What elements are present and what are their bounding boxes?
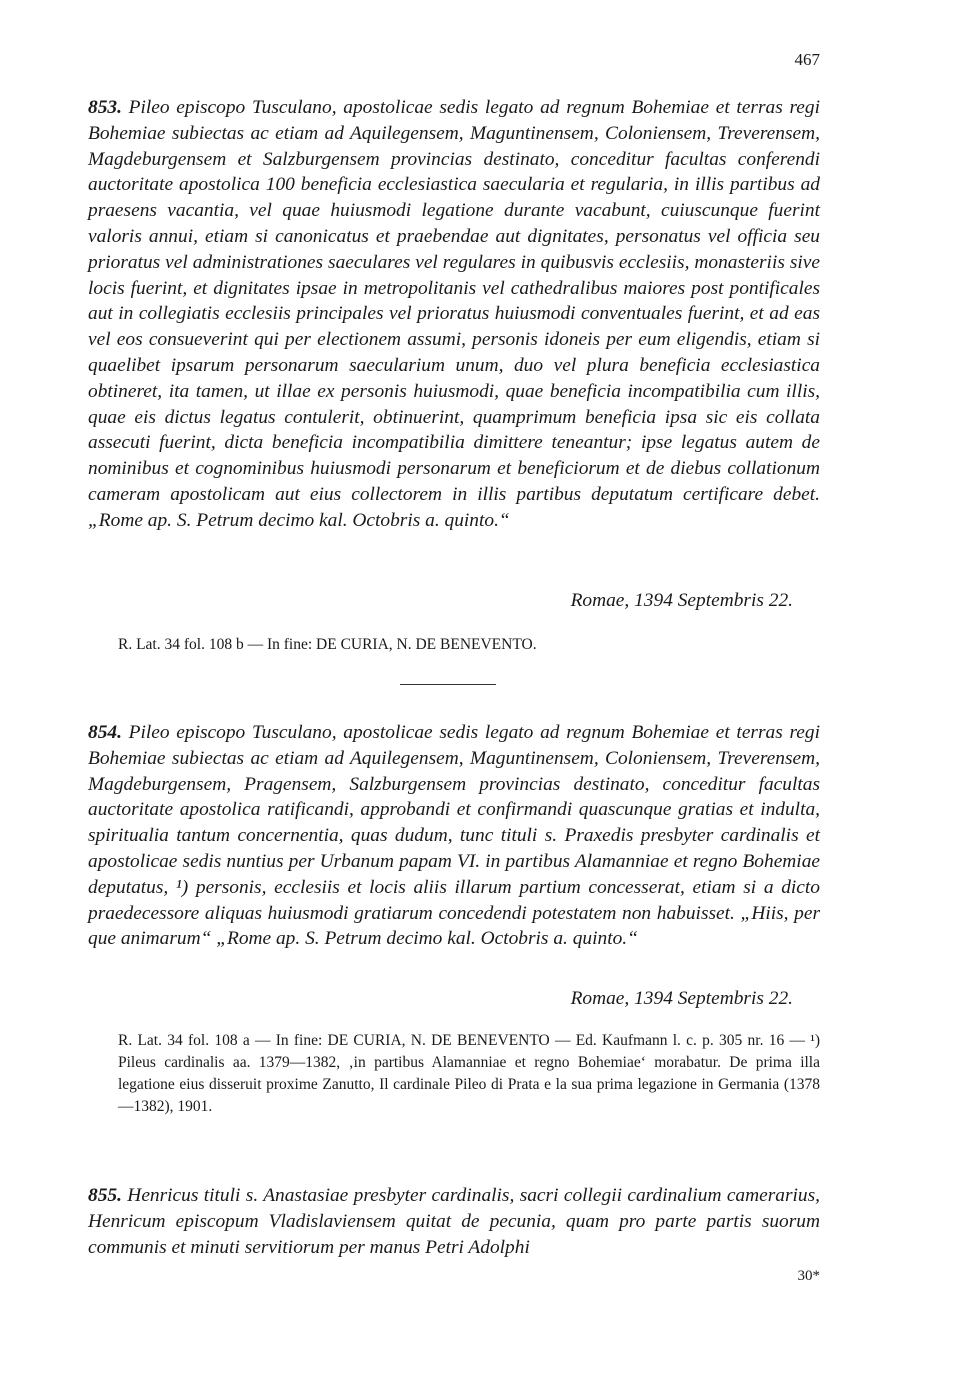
signature-mark: 30* [797, 1268, 820, 1284]
entry-number: 855. [88, 1185, 122, 1206]
entry-855 [88, 1183, 820, 1260]
entry-854 [88, 720, 820, 952]
entry-text: Henricus tituli s. Anastasiae presbyter cardinalis, sacri collegii cardinalium camerarius, Henricum episcopum Vladislaviensem quitat de pecunia, quam pro parte partis suorum communis et minuti servitiorum per manus Petri Adolphi [88, 1185, 820, 1258]
page-number: 467 [794, 50, 820, 69]
entry-854-note: R. Lat. 34 fol. 108 a — In fine: DE CURIA, N. DE BENEVENTO — Ed. Kaufmann l. c. p. 305 nr. 16 — ¹) Pileus cardinalis aa. 1379—1382, ‚in partibus Alamanniae et regno Bohemiae‘ morabatur. De prima illa legatione eius disseruit proxime Zanutto, Il cardinale Pileo di Prata e la sua prima legazione in Germania (1378—1382), 1901. [118, 1032, 820, 1115]
entry-text: Pileo episcopo Tusculano, apostolicae sedis legato ad regnum Bohemiae et terras regi Bohemiae subiectas ac etiam ad Aquilegensem, Maguntinensem, Coloniensem, Treverensem, Magdeburgensem, Pragensem, Salzburgensem provincias destinato, conceditur facultas auctoritate apostolica ratificandi, approbandi et confirmandi quascunque gratias et indulta, spiritualia tantum concernentia, quas dudum, tunc tituli s. Praxedis presbyter cardinalis et apostolicae sedis nuntius per Urbanum papam VI. in partibus Alamanniae et regno Bohemiae deputatus, ¹) personis, ecclesiis et locis aliis illarum partium concesserat, etiam si a dicto praedecessore aliquas huiusmodi gratiarum concedendi potestatem non habuisset. „Hiis, per que animarum“ „Rome ap. S. Petrum decimo kal. Octobris a. quinto.“ [88, 722, 820, 950]
entry-854-place-date: Romae, 1394 Septembris 22. [570, 988, 793, 1009]
entry-number: 854. [88, 722, 122, 743]
entry-853 [88, 95, 820, 534]
document-page [88, 0, 820, 1377]
entry-853-note: R. Lat. 34 fol. 108 b — In fine: DE CURIA, N. DE BENEVENTO. [118, 636, 537, 653]
section-divider [400, 684, 496, 685]
entry-text: Pileo episcopo Tusculano, apostolicae sedis legato ad regnum Bohemiae et terras regi Bohemiae subiectas ac etiam ad Aquilegensem, Maguntinensem, Coloniensem, Treverensem, Magdeburgensem et Salzburgensem provincias destinato, conceditur facultas conferendi auctoritate apostolica 100 beneficia ecclesiastica saecularia et regularia, in illis partibus ad praesens vacantia, vel quae huiusmodi legatione durante vacabunt, cuiuscunque fuerint valoris annui, etiam si canonicatus et praebendae aut dignitates, personatus vel officia seu prioratus vel administrationes saeculares vel regulares in quibusvis ecclesiis, monasteriis sive locis fuerint, et dignitates ipsae in metropolitanis vel cathedralibus maiores post pontificales aut in collegiatis ecclesiis principales vel prioratus huiusmodi conventuales fuerint, et ad eas vel eos consueverint qui per electionem assumi, personis idoneis per eum eligendis, etiam si quaelibet ipsarum personarum saecularium unum, duo vel plura beneficia ecclesiastica obtineret, ita tamen, ut illae ex personis huiusmodi, quae beneficia incompatibilia cum illis, quae eis dictus legatus contulerit, obtinuerint, quamprimum beneficia ipsa sic eis collata assecuti fuerint, dicta beneficia incompatibilia dimittere teneantur; ipse legatus autem de nominibus et cognominibus huiusmodi personarum et beneficiorum et de diebus collationum cameram apostolicam aut eius collectorem in illis partibus deputatum certificare debet. „Rome ap. S. Petrum decimo kal. Octobris a. quinto.“ [88, 97, 820, 531]
entry-number: 853. [88, 97, 122, 118]
entry-853-place-date: Romae, 1394 Septembris 22. [570, 590, 793, 611]
